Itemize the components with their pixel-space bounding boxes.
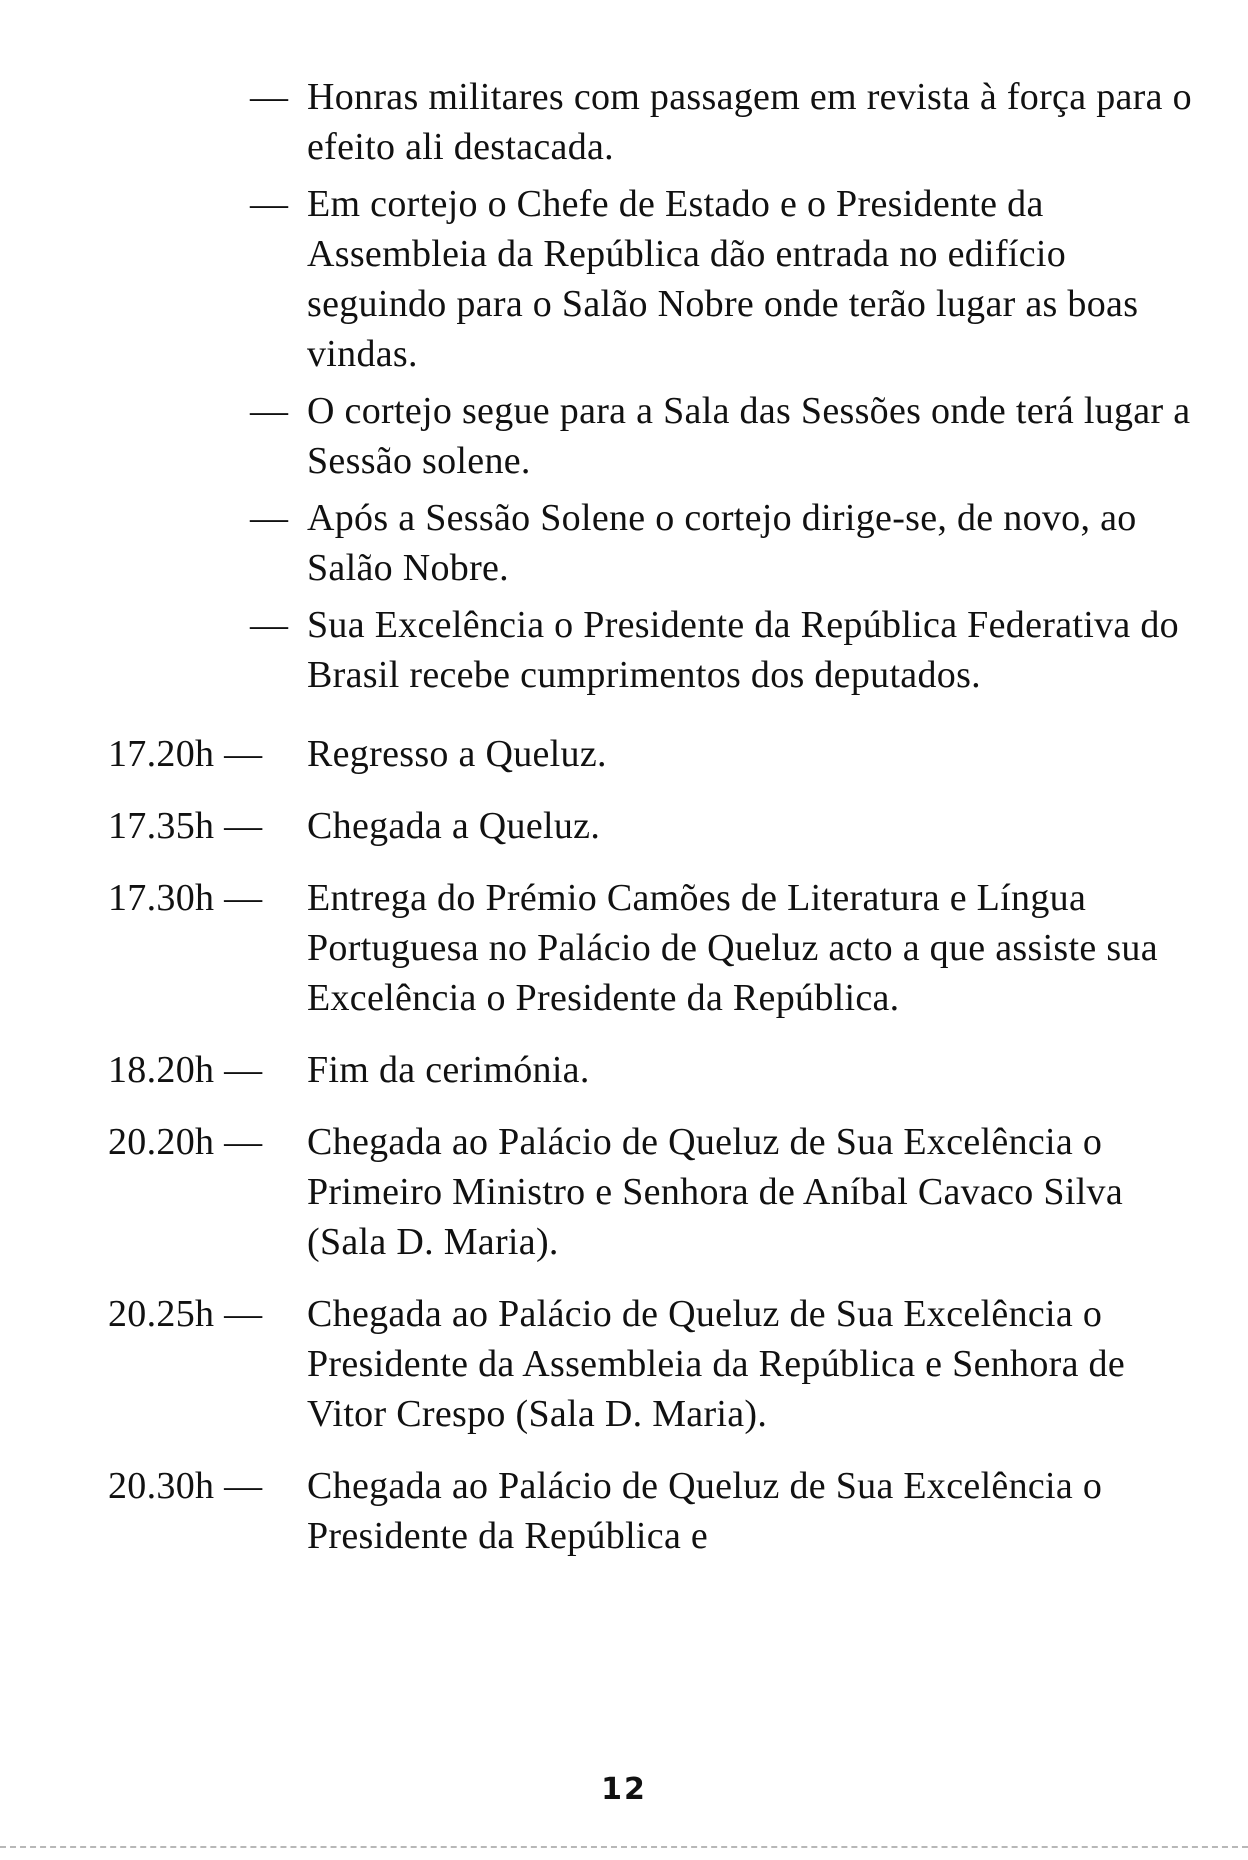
schedule-text: Regresso a Queluz. <box>307 733 607 775</box>
scan-edge-line <box>0 1846 1248 1848</box>
schedule-entry <box>0 1461 1207 1561</box>
step-text: Em cortejo o Chefe de Estado e o Presidente da Assembleia da República dão entrada no edifício seguindo para o Salão Nobre onde terão lugar as boas vindas. <box>307 183 1139 375</box>
schedule-entry <box>0 1117 1207 1267</box>
schedule-text: Fim da cerimónia. <box>307 1049 590 1091</box>
ceremony-steps <box>0 72 1248 700</box>
ceremony-step <box>0 72 1207 172</box>
schedule-text: Chegada ao Palácio de Queluz de Sua Excelência o Presidente da República e <box>307 1465 1103 1557</box>
step-text: Após a Sessão Solene o cortejo dirige-se, de novo, ao Salão Nobre. <box>307 497 1137 589</box>
schedule-entry <box>0 1045 1207 1095</box>
schedule-time: 20.25h — <box>108 1293 263 1335</box>
ceremony-step <box>0 179 1207 379</box>
schedule-entry <box>0 873 1207 1023</box>
step-text: O cortejo segue para a Sala das Sessões onde terá lugar a Sessão solene. <box>307 390 1191 482</box>
schedule-time: 17.30h — <box>108 877 263 919</box>
step-dash: — <box>250 76 289 118</box>
ceremony-step <box>0 493 1207 593</box>
schedule-time: 20.30h — <box>108 1465 263 1507</box>
schedule-time: 20.20h — <box>108 1121 263 1163</box>
schedule-entry <box>0 801 1207 851</box>
step-dash: — <box>250 183 289 225</box>
schedule-text: Entrega do Prémio Camões de Literatura e Língua Portuguesa no Palácio de Queluz acto a que assiste sua Excelência o Presidente da República. <box>307 877 1158 1019</box>
step-text: Honras militares com passagem em revista à força para o efeito ali destacada. <box>307 76 1192 168</box>
schedule-time: 17.20h — <box>108 733 263 775</box>
schedule-text: Chegada a Queluz. <box>307 805 601 847</box>
step-dash: — <box>250 497 289 539</box>
schedule-text: Chegada ao Palácio de Queluz de Sua Excelência o Primeiro Ministro e Senhora de Aníbal Cavaco Silva (Sala D. Maria). <box>307 1121 1124 1263</box>
ceremony-step <box>0 386 1207 486</box>
schedule-entry <box>0 1289 1207 1439</box>
schedule-time: 18.20h — <box>108 1049 263 1091</box>
page-number: 12 <box>601 1772 647 1807</box>
step-text: Sua Excelência o Presidente da República Federativa do Brasil recebe cumprimentos dos deputados. <box>307 604 1179 696</box>
schedule-time: 17.35h — <box>108 805 263 847</box>
schedule-entry <box>0 729 1207 779</box>
step-dash: — <box>250 604 289 646</box>
schedule-text: Chegada ao Palácio de Queluz de Sua Excelência o Presidente da Assembleia da República e Senhora de Vitor Crespo (Sala D. Maria). <box>307 1293 1126 1435</box>
ceremony-step <box>0 600 1207 700</box>
step-dash: — <box>250 390 289 432</box>
program-list <box>0 72 1248 1561</box>
